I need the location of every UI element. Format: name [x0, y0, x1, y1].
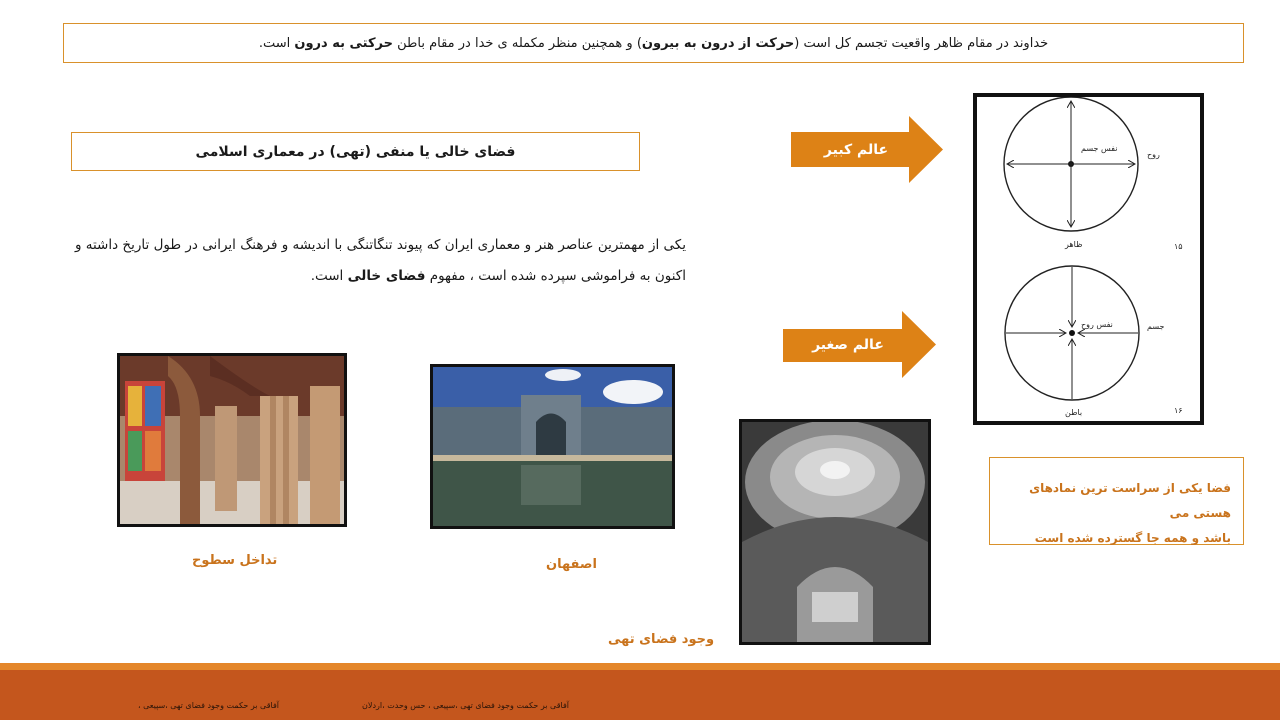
photo-colonnade	[117, 353, 347, 527]
caption-void-presence: وجود فضای تهی	[608, 632, 715, 647]
diagram-drawing	[977, 97, 1200, 421]
section-title-box	[71, 132, 640, 171]
label-soul-spirit: نفس روح	[1081, 320, 1113, 329]
label-spirit: روح	[1147, 150, 1160, 159]
photo-dome	[739, 419, 931, 645]
section-title: فضای خالی یا منفی (تهی) در معماری اسلامی	[195, 143, 516, 160]
footer-band	[0, 670, 1280, 720]
top-statement: خداوند در مقام ظاهر واقعیت تجسم کل است (حرکت از درون به بیرون) و همچنین منظر مکمله ی خدا در مقام باطن حرکتی به درون است.	[258, 35, 1049, 51]
side-note-box	[989, 457, 1244, 545]
dome-image	[742, 422, 928, 642]
figure-number-15: ۱۵	[1174, 242, 1183, 251]
side-note-line-1: فضا یکی از سراست ترین نمادهای هستی می	[1029, 481, 1231, 520]
macrocosm-label: عالم کبیر	[823, 141, 889, 158]
label-inner: باطن	[1065, 408, 1083, 417]
body-line-2: اکنون به فراموشی سپرده شده است ، مفهوم فضای خالی است.	[310, 268, 686, 284]
footer-reference-2: آفاقی بر حکمت وجود فضای تهی ،سپیعی ، حس وحدت ،اردلان	[362, 701, 570, 710]
body-paragraph	[64, 230, 686, 292]
isfahan-image	[433, 367, 672, 526]
top-statement-box	[63, 23, 1244, 63]
body-line-1: یکی از مهمترین عناصر هنر و معماری ایران که پیوند تنگاتنگی با اندیشه و فرهنگ ایرانی در طول تاریخ داشته و	[74, 237, 686, 253]
label-body: جسم	[1147, 322, 1165, 331]
footer-reference-1: آفاقی بر حکمت وجود فضای تهی ،سپیعی ،	[138, 701, 280, 710]
macrocosm-arrow	[791, 116, 943, 183]
figure-number-16: ۱۶	[1174, 406, 1183, 415]
photo-isfahan	[430, 364, 675, 529]
colonnade-image	[120, 356, 344, 524]
side-note-line-2: باشد و همه جا گسترده شده است	[1034, 531, 1231, 545]
footer-accent-line	[0, 663, 1280, 670]
label-outer: ظاهر	[1065, 240, 1083, 249]
microcosm-label: عالم صغیر	[812, 336, 884, 353]
cosmology-diagram	[973, 93, 1204, 425]
caption-isfahan: اصفهان	[546, 557, 597, 572]
caption-surfaces: تداخل سطوح	[192, 553, 278, 568]
microcosm-arrow	[783, 311, 936, 378]
label-soul-body: نفس جسم	[1081, 144, 1118, 153]
